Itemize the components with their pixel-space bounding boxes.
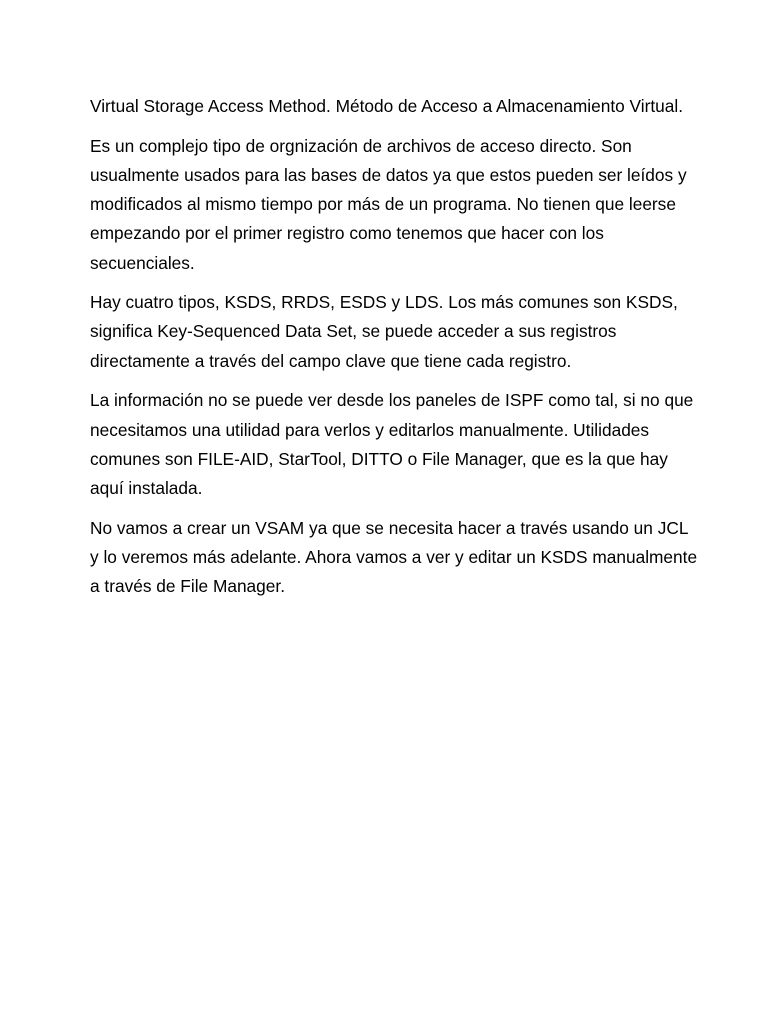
paragraph-utilities: La información no se puede ver desde los paneles de ISPF como tal, si no que necesitamos una utilidad para verlos y editarlos manualmente. Utilidades comunes son FILE-AID, StarTool, DITTO o File Manager, que es la que hay aquí instalada. [90, 390, 694, 498]
paragraph-vsam-definition: Virtual Storage Access Method. Método de Acceso a Almacenamiento Virtual. [90, 96, 684, 116]
document-body [90, 92, 700, 612]
paragraph-types: Hay cuatro tipos, KSDS, RRDS, ESDS y LDS. Los más comunes son KSDS, significa Key-Sequenced Data Set, se puede acceder a sus registros directamente a través del campo clave que tiene cada registro. [90, 292, 678, 371]
paragraph-organization-description: Es un complejo tipo de orgnización de archivos de acceso directo. Son usualmente usados para las bases de datos ya que estos pueden ser leídos y modificados al mismo tiempo por más de un programa. No tienen que leerse empezando por el primer registro como tenemos que hacer con los secuenciales. [90, 135, 687, 273]
paragraph-next-steps: No vamos a crear un VSAM ya que se necesita hacer a través usando un JCL y lo veremos más adelante. Ahora vamos a ver y editar un KSDS manualmente a través de File Manager. [90, 517, 698, 597]
